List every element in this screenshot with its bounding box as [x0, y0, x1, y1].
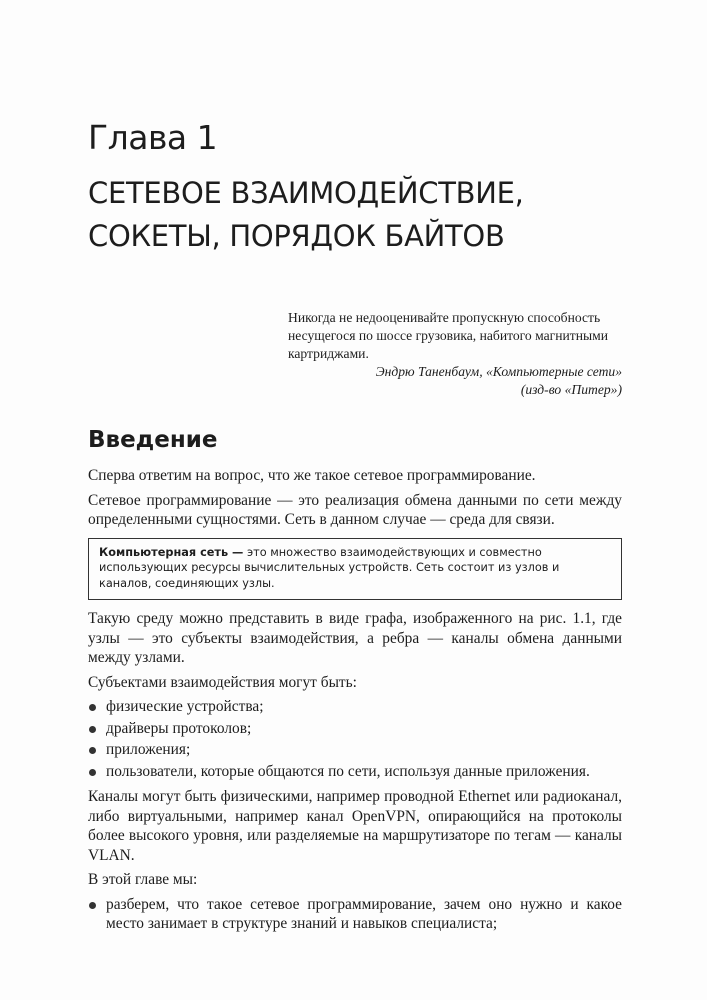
chapter-label: Глава 1 [88, 118, 218, 157]
epigraph [288, 309, 622, 399]
body-text [88, 466, 622, 940]
chapter-title-line-1: СЕТЕВОЕ ВЗАИМОДЕЙСТВИЕ, [88, 176, 524, 210]
bullet-icon [89, 769, 96, 776]
definition-term: Компьютерная сеть — [99, 545, 244, 559]
paragraph-5: Каналы могут быть физическими, например проводной Ethernet или радиоканал, либо виртуальными, например канал OpenVPN, опирающийся на протоколы более высокого уровня, или разделяемые на маршрутизаторе по тегам — каналы VLAN. [88, 788, 622, 864]
list-item [88, 740, 622, 760]
paragraph-6: В этой главе мы: [88, 871, 198, 888]
definition-text: это множество взаимодействующих и совместно использующих ресурсы вычислительных устройств. Сеть состоит из узлов и каналов, соединяющих узлы. [99, 545, 560, 590]
list-item [88, 697, 622, 717]
list-item-text: физические устройства; [106, 698, 264, 715]
list-item-text: драйверы протоколов; [106, 719, 252, 737]
bullet-icon [89, 747, 96, 754]
subjects-list [88, 697, 622, 781]
list-item-text: разберем, что такое сетевое программирование, зачем оно нужно и какое место занимает в структуре знаний и навыков специалиста; [106, 895, 622, 932]
bullet-icon [89, 902, 96, 909]
bullet-icon [89, 726, 96, 733]
list-item-text: приложения; [106, 741, 191, 758]
paragraph-4: Субъектами взаимодействия могут быть: [88, 673, 357, 691]
chapter-goals-list [88, 895, 622, 934]
list-item [88, 719, 622, 739]
epigraph-quote: Никогда не недооценивайте пропускную способность несущегося по шоссе грузовика, набитого магнитными картриджами. [288, 310, 608, 361]
bullet-icon [89, 704, 96, 711]
paragraph-1: Сперва ответим на вопрос, что же такое сетевое программирование. [88, 467, 536, 484]
chapter-title-line-2: СОКЕТЫ, ПОРЯДОК БАЙТОВ [88, 219, 505, 253]
definition-box [88, 538, 622, 601]
list-item [88, 895, 622, 934]
list-item-text: пользователи, которые общаются по сети, используя данные приложения. [106, 762, 590, 780]
section-heading: Введение [88, 427, 218, 453]
epigraph-source-line-1: Эндрю Таненбаум, «Компьютерные сети» [375, 364, 622, 379]
chapter-title [88, 172, 648, 258]
epigraph-source-line-2: (изд-во «Питер») [520, 382, 622, 397]
paragraph-2: Сетевое программирование — это реализация обмена данными по сети между определенными сущностями. Сеть в данном случае — среда для связи. [88, 491, 622, 528]
paragraph-3: Такую среду можно представить в виде графа, изображенного на рис. 1.1, где узлы — это субъекты взаимодействия, а ребра — каналы обмена данными между узлами. [88, 610, 622, 666]
list-item [88, 762, 622, 782]
